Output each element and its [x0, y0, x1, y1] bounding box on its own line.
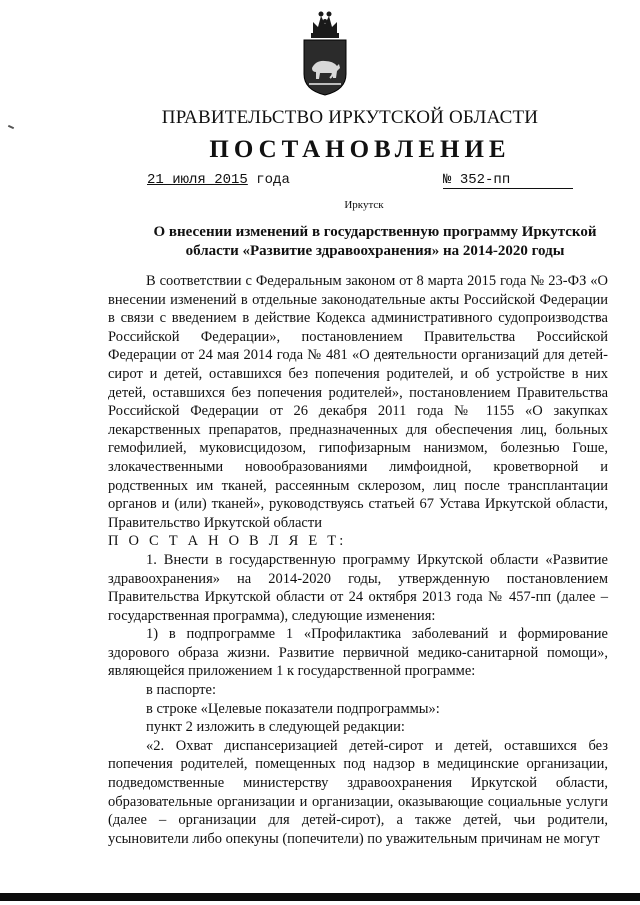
document-number	[443, 172, 573, 189]
quote-paragraph: «2. Охват диспансеризацией детей-сирот и детей, оставшихся без попечения родителей, помещенных под надзор в медицинские организации, подведомственные министерству здравоохранения Иркутской области, образовательные организации и организации, оказывающие социальные услуги (далее – организации для детей-сирот), а также детей, чьи родители, усыновители либо опекуны (попечители) по уважительным причинам не могут	[108, 737, 608, 847]
coat-of-arms-icon	[301, 8, 349, 96]
scan-bottom-border	[0, 893, 640, 901]
year-word: года	[256, 172, 290, 188]
passport-paragraph: в паспорте:	[146, 682, 216, 699]
date-value: 21 июля 2015	[147, 172, 248, 188]
item-1-paragraph: 1. Внести в государственную программу Иркутской области «Развитие здравоохранения» на 2014-2020 годы, утвержденную постановлением Правительства Иркутской области от 24 октября 2013 года № 457-пп (далее – государственная программа), следующие изменения:	[108, 551, 608, 624]
document-type-heading: ПОСТАНОВЛЕНИЕ	[209, 136, 511, 163]
subitem-1-paragraph: 1) в подпрограмме 1 «Профилактика заболеваний и формирование здорового образа жизни. Развитие первичной медико-санитарной помощи», являющейся приложением 1 к государственной программе:	[108, 626, 608, 680]
city-name: Иркутск	[344, 199, 384, 211]
document-body	[108, 272, 608, 848]
point-paragraph: пункт 2 изложить в следующей редакции:	[146, 719, 405, 736]
preamble-paragraph: В соответствии с Федеральным законом от 8 марта 2015 года № 23-ФЗ «О внесении изменений в отдельные законодательные акты Российской Федерации в связи с введением в действие Кодекса административного судопроизводства Российской Федерации», постановлением Правительства Российской Федерации от 24 мая 2014 года № 481 «О деятельности организаций для детей-сирот и детей, оставшихся без попечения родителей, и об устройстве в них детей, оставшихся без попечения родителей», постановлением Правительства Российской Федерации от 26 декабря 2011 года № 1155 «О закупках лекарственных препаратов, предназначенных для обеспечения лиц, больных гемофилией, муковисцидозом, гипофизарным нанизмом, болезнью Гоше, злокачественными новообразованиями лимфоидной, кроветворной и родственных им тканей, рассеянным склерозом, лиц после трансплантации органов и (или) тканей», руководствуясь статьей 67 Устава Иркутской области, Правительство Иркутской области	[108, 273, 608, 531]
decree-word: П О С Т А Н О В Л Я Е Т:	[108, 533, 347, 550]
number-prefix: №	[443, 172, 452, 188]
document-date	[147, 172, 290, 188]
government-title: ПРАВИТЕЛЬСТВО ИРКУТСКОЙ ОБЛАСТИ	[161, 107, 539, 128]
document-subject: О внесении изменений в государственную программу Иркутской области «Развитие здравоохранения» на 2014-2020 годы	[153, 224, 597, 259]
number-value: 352-пп	[459, 172, 511, 188]
row-paragraph: в строке «Целевые показатели подпрограммы»:	[146, 700, 440, 717]
